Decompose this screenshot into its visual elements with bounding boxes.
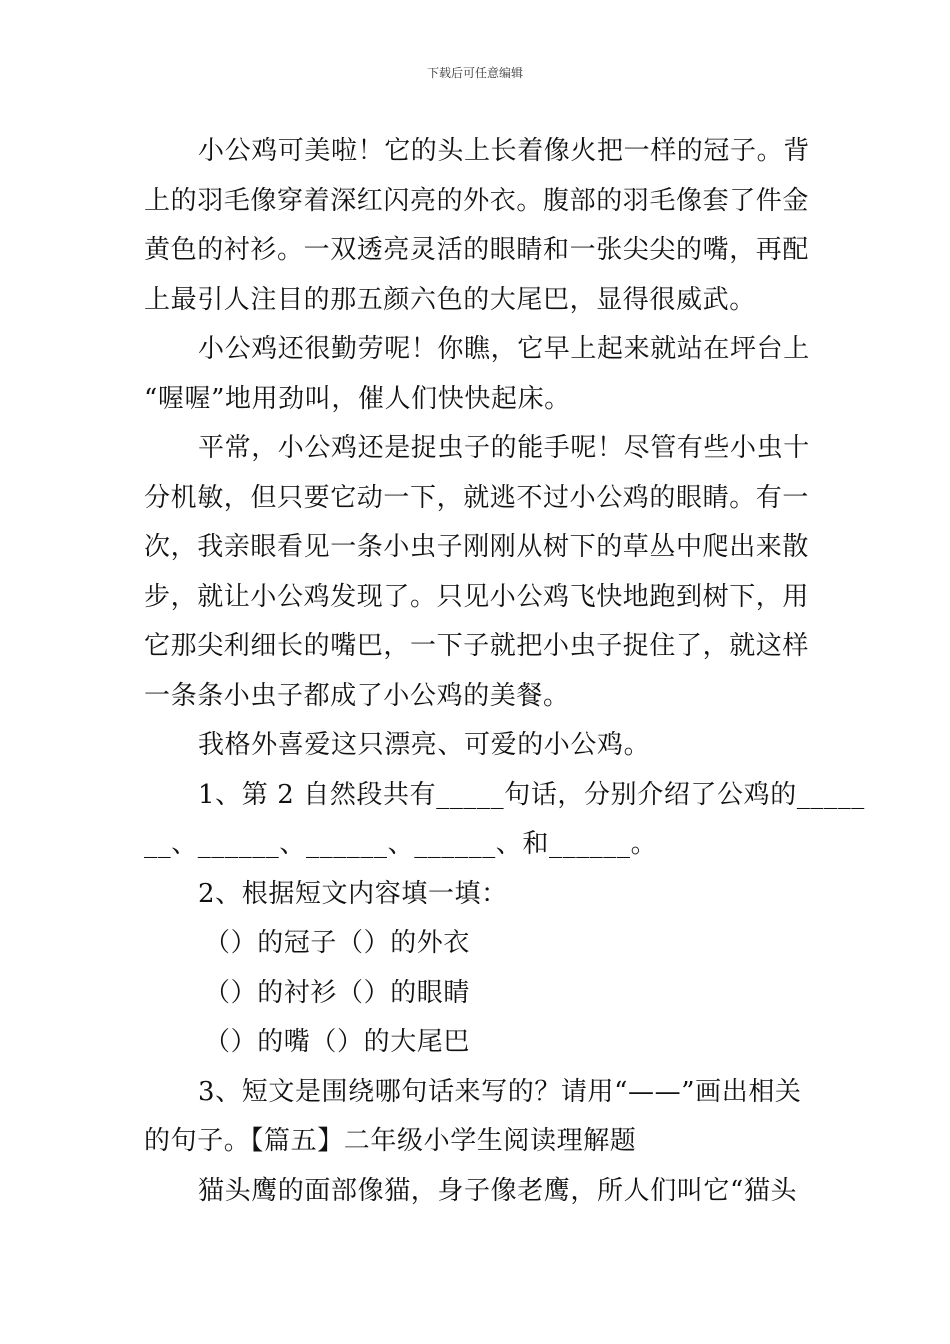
- text-line: 步，就让小公鸡发现了。只见小公鸡飞快地跑到树下，用: [144, 581, 810, 612]
- question-1: 1、第 2 自然段共有_____句话，分别介绍了公鸡的_____: [198, 779, 865, 810]
- question-2: 2、根据短文内容填一填：: [198, 878, 508, 909]
- text-line: 猫头鹰的面部像猫，身子像老鹰，所人们叫它“猫头: [198, 1175, 798, 1206]
- question-1-continued: __、______、______、______、和______。: [144, 829, 658, 859]
- question-3-continued: 的句子。【篇五】二年级小学生阅读理解题: [144, 1126, 637, 1156]
- fill-in-row: （）的衬衫（）的眼睛: [204, 977, 471, 1008]
- fill-in-row: （）的嘴（）的大尾巴: [204, 1027, 471, 1057]
- text-line: 黄色的衬衫。一双透亮灵活的眼睛和一张尖尖的嘴，再配: [144, 235, 810, 265]
- document-body: [144, 127, 865, 1216]
- text-line: 分机敏，但只要它动一下，就逃不过小公鸡的眼睛。有一: [144, 482, 810, 513]
- text-line: 我格外喜爱这只漂亮、可爱的小公鸡。: [198, 730, 651, 760]
- text-line: 平常，小公鸡还是捉虫子的能手呢！尽管有些小虫十: [198, 433, 810, 463]
- question-3: 3、短文是围绕哪句话来写的？请用“——”画出相关: [198, 1076, 802, 1107]
- text-line: 小公鸡可美啦！它的头上长着像火把一样的冠子。背: [198, 136, 810, 166]
- text-line: 小公鸡还很勤劳呢！你瞧，它早上起来就站在坪台上: [198, 334, 810, 364]
- text-line: 次，我亲眼看见一条小虫子刚刚从树下的草丛中爬出来散: [144, 532, 810, 562]
- fill-in-row: （）的冠子（）的外衣: [204, 928, 471, 958]
- text-line: 上的羽毛像穿着深红闪亮的外衣。腹部的羽毛像套了件金: [144, 185, 810, 216]
- text-line: “喔喔”地用劲叫，催人们快快起床。: [144, 383, 571, 414]
- text-line: 它那尖利细长的嘴巴，一下子就把小虫子捉住了，就这样: [144, 631, 810, 661]
- text-line: 上最引人注目的那五颜六色的大尾巴，显得很威武。: [144, 284, 756, 315]
- text-line: 一条条小虫子都成了小公鸡的美餐。: [144, 680, 570, 711]
- page-header: 下载后可任意编辑: [426, 66, 523, 80]
